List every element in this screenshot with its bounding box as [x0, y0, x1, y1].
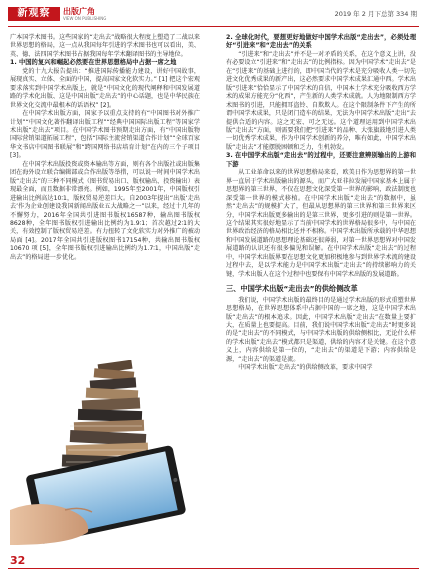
right-column — [226, 34, 416, 373]
paragraph: 从工业革命以来的世界思想格局来看，欧美日作为思想界的第一世界一直居于学术出版输出的源头，而广大亚非拉发展中国家基本上属于思想界的第三世界，不仅在思想文化深受第一世界的影响，政法制度也深受第一世界的模式移植。在中国学术出版“走出去”的数据中，虽然“走出去”的规模扩大了，但最从思想界的第三世界和第三世界来区分，中国学术出版更多输出的是第三世界，更多引进的则是第一世界。这个结果其实很好地显示了当前中国学术的世界格局很多中，与中国在世界政治经济的格局相比还并不相称。中国学术出版所承载的中华思想和中国发展道路的思想理论基础还很薄弱，对第一世界思想界对中国发展道路的认识还有很多偏见和误解。在中国学术出版“走出去”的过程中，中国学术出版界要在思想文化更加积极地参与到世界学术流的建设过程中去，是以学术能力是中国学术出版“走出去”的持续影响力的关键，学术出版人在这个过程中也要保有中国学术出版的发展道路。 — [226, 169, 416, 278]
subsection-heading: 1. 中国的复兴和崛起必然要在世界思想格局中占据一席之地 — [10, 59, 177, 67]
subsection-heading: 3. 在中国学术出版“走出去”的过程中，还要注意辨别输出的上游和下游 — [226, 152, 416, 168]
paragraph: 中国学术出版“走出去”的供给侧改革，要求中国学 — [238, 364, 373, 372]
magazine-logo — [8, 7, 60, 21]
illustration-svg — [10, 360, 210, 545]
section-heading: 三、中国学术出版“走出去”的供给侧改革 — [226, 284, 358, 294]
issue-info: 2019 年 2 月下总第 334 期 — [334, 10, 417, 18]
header-rule — [8, 26, 419, 27]
publisher-name-en: VIEW ON PUBLISHING — [63, 16, 107, 21]
paragraph: 广本国学术图书。这些国家的“走出去”战略很大程度上塑造了二战以来世界思想的格局，这一点从我国每年引进的学术图书也可以看出，美、英、德、法四国学术图书占据我国每年学术翻译图书的主导地位。 — [10, 34, 200, 58]
page-header — [0, 0, 427, 30]
paragraph: “引进来”和“走出去”并不是一对矛盾的关系，在这个意义上讲，没有必要设立“引进来”和“走出去”的比例指标。因为中国学术“走出去”是在“引进来”的基础上进行的，即中国当代的学术是充分吸收人类一切先进文化优秀成果的新产出，这必然要求中国学术成果汇通中西。学术出版“引进来”恰恰显示了中国学术的自信，中国本土学术充分吸收西方学术的成果方能充分“化西”，产生新的人类学术成就。人为地限制西方学术图书的引进，只能拥耳盗铃、自欺欺人。在这个限制条件下产生的所谓中国学术成果，只是闭门造车的结果，无法为中国学术出版“走出”去提供合适的内容。这之无宏、可之无远。这个道理运用到中国学术出版“走出去”方面，则需要我们把“引进来”的品种、大张旗鼓地引进人类一切优秀学术成果，作为中国学术创新的养分，唯有如此，中国学术出版“走出去”才能摆脱困顿和乏力，生机勃发。 — [226, 50, 416, 151]
paragraph: 在中国学术出版方面，国家予以重点支持的有“中国图书对外推广计划”“中国文化著作翻译出版工程”“经典中国国际出版工程”等国家学术出版“走出去”项目。在中国学术图书预期走出方面，有“中国出版物国际营销渠道拓展工程”，包括“国际主流营销渠道合作计划”“全球百家华文书店中国图书联展”和“跨国网络书店培育计划”在内的三个子项目 [3]。 — [10, 110, 200, 160]
paragraph: 党的十九大报告提出：“推进国际传播能力建设，讲好中国故事，展现真实、立体、全面的中国，提高国家文化软实力。” [1] 把这个宏观要求落实到中国学术出版上，就是“中国文化的现代阐释和中国发展道路的学术化出版、这是中国出版“走出去”的中心话题，也是中华民族在世界文化交流中最根本的话语权” [2]。 — [10, 67, 200, 109]
subsection-heading: 2. 全球化时代，要想更好地做好中国学术出版“走出去”，必须处理好“引进来”和“走出去”的关系 — [226, 34, 416, 50]
paragraph: 我们说，中国学术出版的最终目的是通过学术出版的形式重塑世界思想格局，在世界思想体系中占据中国的一席之地，这是中国学术出版“走出去”的根本追求。因此，中国学术出版“走出去”在数量上要扩大，在质量上也要提高。目前，我们说中国学术出版“走出去”时更多说的是“走出去”的不同模式，与中国学术出版的供给侧相比，无论什么样的学术出版“走出去”模式都只是渠道，供给的内容才是关键。在这个意义上，内容供给是第一位的，“走出去”的渠道是下游；内容供给是源，“走出去”的渠道是流。 — [226, 296, 416, 363]
left-column — [10, 34, 200, 262]
page-number: 32 — [10, 554, 26, 567]
magazine-name: 新观察 — [17, 8, 51, 19]
books-tablet-illustration — [10, 360, 210, 545]
footer-rule — [8, 568, 419, 569]
paragraph: 在中国学术出版投资或资本输出等方面，则有各个出版社或出版集团在海外设立联合编辑部或合作出版等举措，可以说一时间中国学术出版“走出去”的三种不同模式（图书贸易出口、版权输出、投资输出）表现最全面，而且数据非常漂亮。例如，1995年至2001年，中国版权引进输出比例高达10∶1，版权贸易逆差巨大。自2003年提出“出版‘走出去’作为企业创建设我国新闻出版业五大战略之一”以来，经过十几年的不懈努力，2016年全国共引进图书版权16587种，输出图书版权8628种，全年图书版权引进输出比例约为1.9∶1；首次越过2∶1的大关，有效控制了版权贸易逆差。有力扭转了文化软实力对外推广的被动局面 [4]。2017年全国共引进版权图书17154种，共输出图书版权10670 项 [5]，全年图书版权引进输出比例约为1.7∶1，中国出版“走出去”的格局进一步优化。 — [10, 160, 200, 261]
publisher-name: 出版广角 — [63, 7, 95, 16]
